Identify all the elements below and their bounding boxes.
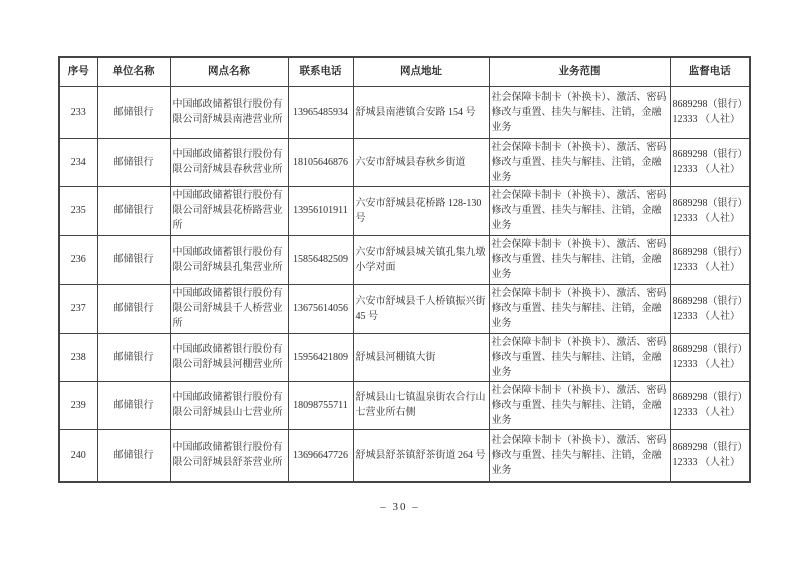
table-row bbox=[59, 381, 750, 429]
business-scope-cell: 社会保障卡制卡（补换卡）、激活、密码修改与重置、挂失与解挂、注销，金融业务 bbox=[489, 284, 670, 333]
serial-cell: 238 bbox=[59, 333, 97, 381]
supervision-bank-line: 8689298（银行） bbox=[672, 392, 748, 403]
business-scope-cell: 社会保障卡制卡（补换卡）、激活、密码修改与重置、挂失与解挂、注销，金融业务 bbox=[489, 235, 670, 284]
unit-name-cell: 邮储银行 bbox=[97, 284, 170, 333]
branch-name-cell: 中国邮政储蓄银行股份有限公司舒城县南港营业所 bbox=[170, 86, 288, 138]
serial-cell: 234 bbox=[59, 138, 97, 186]
address-cell: 六安市舒城县千人桥镇振兴街 45 号 bbox=[353, 284, 489, 333]
branch-name-cell: 中国邮政储蓄银行股份有限公司舒城县春秋营业所 bbox=[170, 138, 288, 186]
unit-name-cell: 邮储银行 bbox=[97, 235, 170, 284]
address-cell: 舒城县河棚镇大街 bbox=[353, 333, 489, 381]
supervision-bank-line: 8689298（银行） bbox=[672, 442, 748, 454]
business-scope-cell: 社会保障卡制卡（补换卡）、激活、密码修改与重置、挂失与解挂、注销，金融业务 bbox=[489, 333, 670, 381]
business-scope-cell: 社会保障卡制卡（补换卡）、激活、密码修改与重置、挂失与解挂、注销，金融业务 bbox=[489, 138, 670, 186]
serial-cell: 240 bbox=[59, 429, 97, 482]
col-header-serial: 序号 bbox=[59, 57, 97, 86]
address-cell: 六安市舒城县城关镇孔集九墩小学对面 bbox=[353, 235, 489, 284]
table-row bbox=[59, 138, 750, 186]
contact-phone-cell: 15856482509 bbox=[288, 235, 353, 284]
supervision-bank-line: 8689298（银行） bbox=[672, 197, 748, 209]
contact-phone-cell: 15956421809 bbox=[288, 333, 353, 381]
serial-cell: 235 bbox=[59, 186, 97, 235]
supervision-social-line: 12333 （人社） bbox=[672, 114, 740, 125]
col-header-unit-name: 单位名称 bbox=[97, 57, 170, 86]
col-header-branch-address: 网点地址 bbox=[353, 57, 489, 86]
address-cell: 六安市舒城县花桥路 128-130 号 bbox=[353, 186, 489, 235]
contact-phone-cell: 13675614056 bbox=[288, 284, 353, 333]
branch-name-cell: 中国邮政储蓄银行股份有限公司舒城县孔集营业所 bbox=[170, 235, 288, 284]
supervision-social-line: 12333 （人社） bbox=[672, 310, 740, 322]
contact-phone-cell: 13956101911 bbox=[288, 186, 353, 235]
address-cell: 六安市舒城县春秋乡街道 bbox=[353, 138, 489, 186]
contact-phone-cell: 13965485934 bbox=[288, 86, 353, 138]
unit-name-cell: 邮储银行 bbox=[97, 186, 170, 235]
branch-name-cell: 中国邮政储蓄银行股份有限公司舒城县河棚营业所 bbox=[170, 333, 288, 381]
supervision-bank-line: 8689298（银行） bbox=[672, 295, 748, 307]
address-cell: 舒城县山七镇温泉街农合行山七营业所右侧 bbox=[353, 381, 489, 429]
supervision-phone-cell bbox=[670, 429, 750, 482]
address-cell: 舒城县舒茶镇舒茶街道 264 号 bbox=[353, 429, 489, 482]
business-scope-cell: 社会保障卡制卡（补换卡）、激活、密码修改与重置、挂失与解挂、注销，金融业务 bbox=[489, 429, 670, 482]
supervision-social-line: 12333 （人社） bbox=[672, 164, 740, 175]
table-row bbox=[59, 429, 750, 482]
serial-cell: 236 bbox=[59, 235, 97, 284]
col-header-supervision-phone: 监督电话 bbox=[670, 57, 750, 86]
branch-name-cell: 中国邮政储蓄银行股份有限公司舒城县舒茶营业所 bbox=[170, 429, 288, 482]
page-number: – 30 – bbox=[380, 501, 420, 513]
unit-name-cell: 邮储银行 bbox=[97, 138, 170, 186]
table-row bbox=[59, 333, 750, 381]
col-header-contact-phone: 联系电话 bbox=[288, 57, 353, 86]
supervision-phone-cell bbox=[670, 284, 750, 333]
table-row bbox=[59, 235, 750, 284]
unit-name-cell: 邮储银行 bbox=[97, 86, 170, 138]
supervision-social-line: 12333 （人社） bbox=[672, 359, 740, 370]
supervision-phone-cell bbox=[670, 86, 750, 138]
branch-name-cell: 中国邮政储蓄银行股份有限公司舒城县千人桥营业所 bbox=[170, 284, 288, 333]
unit-name-cell: 邮储银行 bbox=[97, 429, 170, 482]
table-row bbox=[59, 86, 750, 138]
table-row bbox=[59, 186, 750, 235]
contact-phone-cell: 18105646876 bbox=[288, 138, 353, 186]
business-scope-cell: 社会保障卡制卡（补换卡）、激活、密码修改与重置、挂失与解挂、注销，金融业务 bbox=[489, 381, 670, 429]
unit-name-cell: 邮储银行 bbox=[97, 381, 170, 429]
supervision-phone-cell bbox=[670, 186, 750, 235]
supervision-social-line: 12333 （人社） bbox=[672, 457, 740, 469]
serial-cell: 237 bbox=[59, 284, 97, 333]
serial-cell: 233 bbox=[59, 86, 97, 138]
contact-phone-cell: 18098755711 bbox=[288, 381, 353, 429]
bank-branch-table bbox=[58, 56, 751, 483]
supervision-phone-cell bbox=[670, 333, 750, 381]
col-header-branch-name: 网点名称 bbox=[170, 57, 288, 86]
branch-name-cell: 中国邮政储蓄银行股份有限公司舒城县花桥路营业所 bbox=[170, 186, 288, 235]
supervision-social-line: 12333 （人社） bbox=[672, 407, 740, 418]
supervision-phone-cell bbox=[670, 138, 750, 186]
contact-phone-cell: 13696647726 bbox=[288, 429, 353, 482]
table-header-row bbox=[59, 57, 750, 86]
address-cell: 舒城县南港镇合安路 154 号 bbox=[353, 86, 489, 138]
supervision-bank-line: 8689298（银行） bbox=[672, 246, 748, 258]
business-scope-cell: 社会保障卡制卡（补换卡）、激活、密码修改与重置、挂失与解挂、注销，金融业务 bbox=[489, 186, 670, 235]
branch-name-cell: 中国邮政储蓄银行股份有限公司舒城县山七营业所 bbox=[170, 381, 288, 429]
serial-cell: 239 bbox=[59, 381, 97, 429]
supervision-phone-cell bbox=[670, 235, 750, 284]
table-row bbox=[59, 284, 750, 333]
supervision-bank-line: 8689298（银行） bbox=[672, 344, 748, 355]
supervision-social-line: 12333 （人社） bbox=[672, 261, 740, 273]
unit-name-cell: 邮储银行 bbox=[97, 333, 170, 381]
supervision-bank-line: 8689298（银行） bbox=[672, 149, 748, 160]
supervision-phone-cell bbox=[670, 381, 750, 429]
business-scope-cell: 社会保障卡制卡（补换卡）、激活、密码修改与重置、挂失与解挂、注销，金融业务 bbox=[489, 86, 670, 138]
col-header-business-scope: 业务范围 bbox=[489, 57, 670, 86]
supervision-bank-line: 8689298（银行） bbox=[672, 99, 748, 110]
supervision-social-line: 12333 （人社） bbox=[672, 212, 740, 224]
